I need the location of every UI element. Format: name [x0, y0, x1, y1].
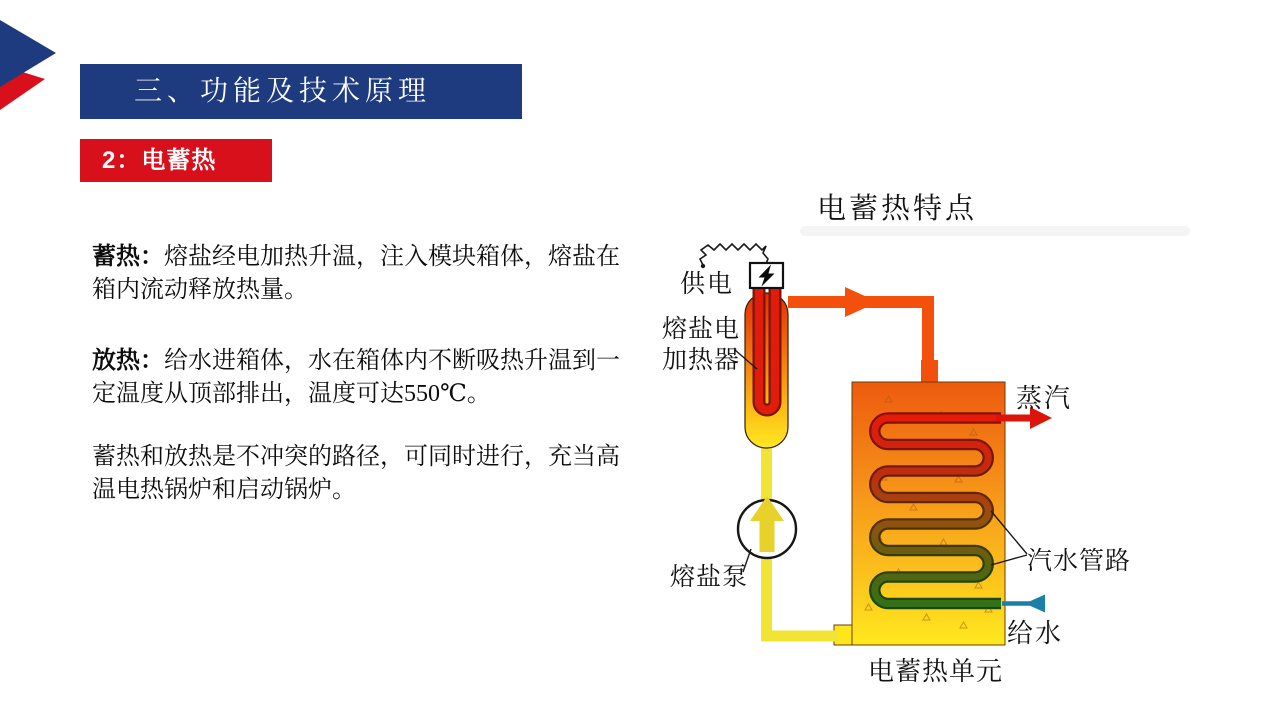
label-feed-water: 给水	[1007, 619, 1064, 648]
paragraph-storage-text: 熔盐经电加热升温，注入模块箱体，熔盐在箱内流动释放热量。	[92, 244, 620, 303]
label-molten-salt-pump: 熔盐泵	[670, 564, 749, 591]
subsection-badge-label: 2：电蓄热	[102, 147, 217, 174]
feed-water-arrow-icon	[1002, 595, 1045, 613]
diagram-canvas	[640, 180, 1280, 720]
diagram-title: 电蓄热特点	[816, 193, 977, 225]
molten-salt-pump	[738, 496, 796, 558]
paragraph-release-lead: 放热：	[92, 348, 164, 374]
section-header-title: 三、功能及技术原理	[134, 76, 432, 107]
slide-corner-decoration	[0, 0, 70, 115]
paragraph-release-text: 给水进箱体，水在箱体内不断吸热升温到一定温度从顶部排出，温度可达550℃。	[92, 348, 620, 407]
body-text	[92, 241, 620, 507]
label-heater-line2: 加热器	[662, 347, 741, 374]
label-steam: 蒸汽	[1016, 384, 1073, 413]
paragraph-release	[92, 345, 620, 411]
label-storage-unit: 电蓄热单元	[868, 657, 1004, 686]
hot-salt-flow-arrow-icon	[845, 287, 878, 317]
paragraph-storage-lead: 蓄热：	[92, 244, 164, 270]
paragraph-storage	[92, 241, 620, 307]
paragraph-note	[92, 441, 620, 507]
label-molten-salt-heater	[662, 314, 740, 376]
label-steam-water-pipe: 汽水管路	[1027, 548, 1132, 575]
label-power-supply: 供电	[680, 271, 735, 298]
hot-salt-pipe	[788, 287, 938, 383]
paragraph-note-text: 蓄热和放热是不冲突的路径，可同时进行，充当高温电热锅炉和启动锅炉。	[92, 444, 620, 503]
power-supply-box	[750, 263, 783, 288]
heat-storage-diagram	[640, 180, 1280, 720]
storage-tank	[834, 382, 1005, 645]
subsection-badge	[80, 139, 272, 182]
label-heater-line1: 熔盐电	[662, 316, 741, 343]
section-header	[80, 64, 522, 119]
molten-salt-heater	[745, 285, 788, 448]
